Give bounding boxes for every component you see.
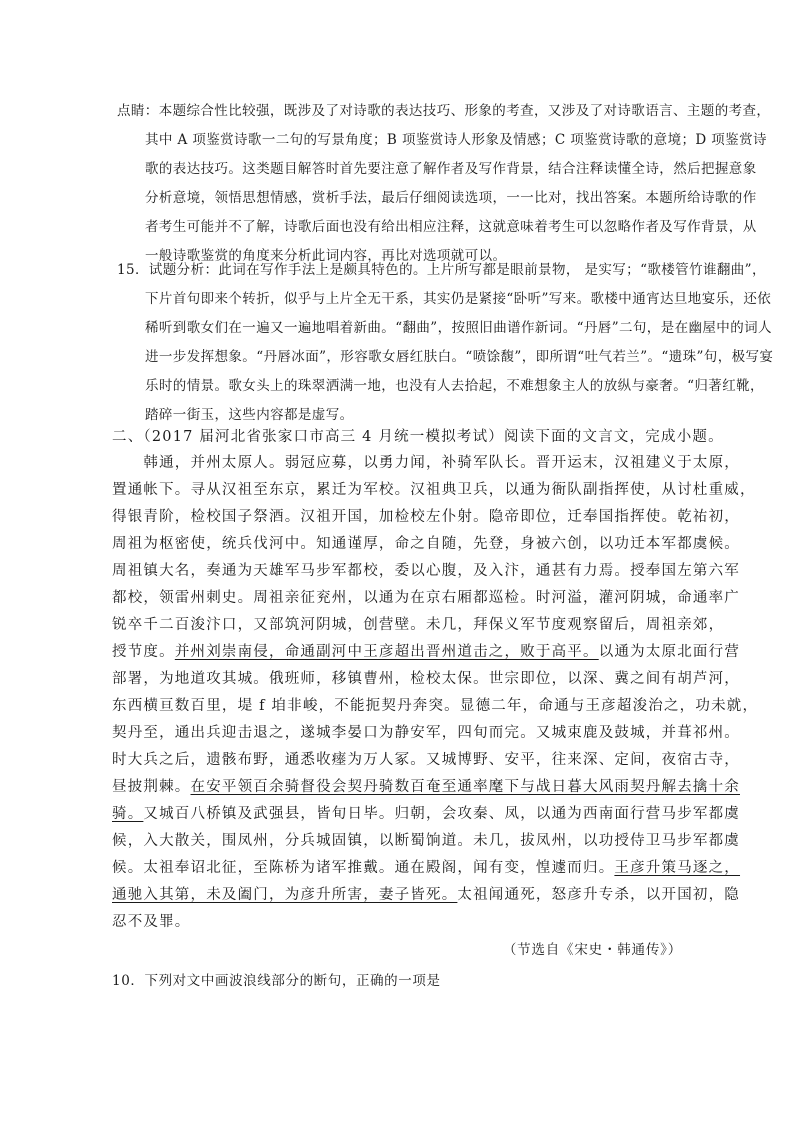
q15-analysis-line: 踏碎一街玉，这些内容都是虚写。	[145, 407, 354, 423]
passage-text: 东西横亘数百里，堤 f 垍非峻，不能扼契丹奔突。显德二年，命通与王彦超浚治之，功未就，	[112, 698, 759, 714]
passage-text: 以通为太原北面行营	[598, 644, 741, 660]
q15-analysis-line: 乐时的情景。歌女头上的珠翠洒满一地，也没有人去拾起，不难想象主人的放纵与豪奢。“归著红靴，	[145, 378, 764, 394]
passage-text: 太祖闻通死，怒彦升专杀，以开国初，隐	[457, 887, 741, 903]
passage-text: 契丹至，通出兵迎击退之，遂城李晏口为静安军，四旬而完。又城束鹿及鼓城，并葺祁州。	[112, 725, 740, 741]
passage-line	[112, 748, 740, 769]
passage-text: 锐卒千二百浚汴口，又部筑河阴城，创营壁。未几，拜保义军节度观察留后，周祖亲郊，	[112, 617, 725, 633]
passage-line	[112, 613, 724, 634]
passage-line	[112, 721, 740, 742]
passage-line	[112, 910, 191, 931]
underlined-segment: 并州刘崇南侵，命通副河中王彦超出晋州道击之，败于高平。	[174, 644, 599, 660]
passage-text: 部署，为地道攻其城。俄班师，移镇曹州，检校太保。世宗即位，以深、冀之间有胡芦河，	[112, 671, 740, 687]
analysis-line: 歌的表达技巧。这类题目解答时首先要注意了解作者及写作背景，结合注释读懂全诗，然后把握意象	[145, 161, 757, 177]
passage-text: 时大兵之后，遗骸布野，通悉收瘗为万人冢。又城博野、安平，往来深、定间，夜宿古寺，	[112, 752, 740, 768]
passage-text: 周祖镇大名，奏通为天雄军马步军都校，委以心腹，及入汴，通甚有力焉。授奉国左第六军	[112, 563, 740, 579]
passage-text: 又城百八桥镇及武强县，皆旬日毕。归朝，会攻秦、凤，以通为西南面行营马步军都虞	[143, 806, 741, 822]
passage-line	[112, 451, 740, 472]
passage-text: 置通帐下。寻从汉祖至东京，累迁为军校。汉祖典卫兵，以通为衙队副指挥使，从讨杜重威，	[112, 482, 756, 498]
analysis-line: 一般诗歌鉴赏的角度来分析此词内容，再比对选项就可以。	[145, 248, 507, 264]
passage-line	[112, 829, 740, 850]
passage-line	[112, 559, 740, 580]
passage-source: （节选自《宋史・韩通传》）	[502, 942, 682, 958]
passage-line	[112, 505, 740, 526]
analysis-line: 分析意境，领悟思想情感，赏析手法，最后仔细阅读选项，一一比对，找出答案。本题所给诗歌的作	[145, 190, 757, 206]
analysis-line: 其中 A 项鉴赏诗歌一二句的写景角度；B 项鉴赏诗人形象及情感；C 项鉴赏诗歌的意境；D 项鉴赏诗	[145, 132, 767, 148]
passage-line	[112, 667, 740, 688]
q15-analysis-line: 稀听到歌女们在一遍又一遍地唱着新曲。“翻曲”，按照旧曲谱作新词。“丹唇”二句，是在幽屋中的词人	[145, 320, 772, 336]
passage-text: 忍不及罪。	[112, 914, 191, 930]
passage-text: 都校，领雷州刺史。周祖亲征兖州，以通为在京右厢都巡检。时河溢，灌河阴城，命通率广	[112, 590, 740, 606]
underlined-segment: 通驰入其第，未及阖门，为彦升所害，妻子皆死。	[112, 887, 458, 903]
passage-line	[112, 883, 740, 904]
passage-text: 候，入大散关，围凤州，分兵城固镇，以断蜀饷道。未几，拔凤州，以功授侍卫马步军都虞	[112, 833, 740, 849]
passage-text: 昼披荆棘。	[112, 779, 191, 795]
passage-line	[112, 586, 740, 607]
underlined-segment: 王彦升策马逐之，	[614, 860, 741, 876]
q15-analysis-line: 下片首句即来个转折，似乎与上片全无干系，其实仍是紧接“卧听”写来。歌楼中通宵达旦地宴乐，还依	[145, 291, 772, 307]
section-two-heading: 二、（2017 届河北省张家口市高三 4 月统一模拟考试）阅读下面的文言文，完成小题。	[112, 429, 724, 445]
passage-line	[112, 802, 740, 823]
question-10-stem: 10．下列对文中画波浪线部分的断句，正确的一项是	[112, 973, 441, 989]
passage-text: 周祖为枢密使，统兵伐河中。知通谨厚，命之自随，先登，身被六创，以功迁本军都虞候。	[112, 536, 740, 552]
analysis-line: 者考生可能并不了解，诗歌后面也没有给出相应注释，这就意味着考生可以忽略作者及写作背景，从	[145, 219, 757, 235]
passage-line	[112, 775, 740, 796]
passage-line	[112, 856, 740, 877]
passage-text: 授节度。	[112, 644, 175, 660]
q15-analysis-line: 进一步发挥想象。“丹唇冰面”，形容歌女唇红肤白。“喷馀馥”，即所谓“吐气若兰”。“遗珠”句，极写宴	[145, 349, 774, 365]
passage-line	[112, 478, 756, 499]
passage-text: 得银青阶，检校国子祭酒。汉祖开国，加检校左仆射。隐帝即位，迁奉国指挥使。乾祐初，	[112, 509, 740, 525]
q15-analysis-line: 15．试题分析：此词在写作手法上是颇具特色的。上片所写都是眼前景物， 是实写；“歌楼管竹谁翻曲”，	[117, 262, 766, 278]
analysis-line: 点睛：本题综合性比较强，既涉及了对诗歌的表达技巧、形象的考查，又涉及了对诗歌语言、主题的考查，	[117, 103, 771, 119]
passage-line	[112, 694, 758, 715]
passage-line	[112, 640, 740, 661]
underlined-segment: 骑。	[112, 806, 144, 822]
passage-text: 韩通，并州太原人。弱冠应募，以勇力闻，补骑军队长。晋开运末，汉祖建义于太原，	[112, 455, 740, 471]
passage-text: 候。太祖奉诏北征，至陈桥为诸军推戴。通在殿阁，闻有变，惶遽而归。	[112, 860, 615, 876]
underlined-segment: 在安平领百余骑督役会契丹骑数百奄至通率麾下与战日暮大风雨契丹解去擒十余	[190, 779, 740, 795]
passage-line	[112, 532, 740, 553]
